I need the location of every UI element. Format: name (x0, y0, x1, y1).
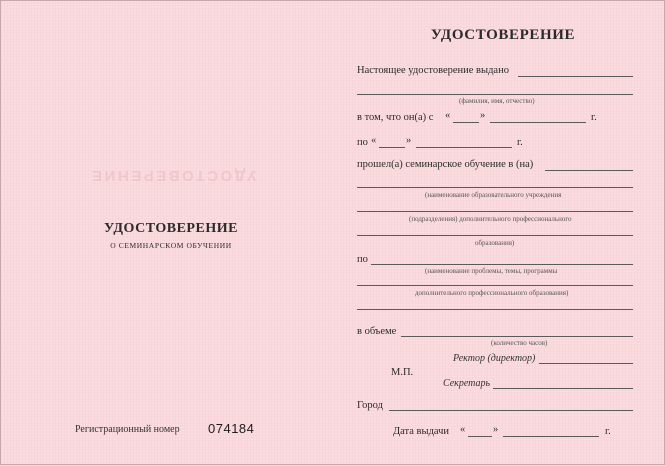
fio-line (357, 94, 633, 95)
to-month-line (416, 147, 512, 148)
program-line-2 (357, 309, 633, 310)
secretary-label: Секретарь (443, 378, 491, 389)
to-quote-close: » (406, 135, 412, 146)
issue-quote-open: « (460, 424, 466, 435)
issue-year-mark: г. (605, 426, 611, 437)
education-line (357, 235, 633, 236)
from-quote-close: » (480, 110, 486, 121)
rector-line (539, 363, 633, 364)
right-page (333, 1, 665, 466)
hint-education: образования) (475, 239, 515, 247)
institution-line (357, 187, 633, 188)
from-quote-open: « (445, 110, 451, 121)
from-label: в том, что он(а) с (357, 112, 434, 123)
hint-division: (подразделения) дополнительного профессионального (409, 215, 572, 223)
issue-quote-close: » (493, 424, 499, 435)
volume-label: в объеме (357, 326, 397, 337)
to-year-mark: г. (517, 137, 523, 148)
issue-date-label: Дата выдачи (393, 426, 450, 437)
stamp-mark: М.П. (391, 367, 414, 378)
from-month-line (490, 122, 586, 123)
ghost-watermark-text: УДОСТОВЕРЕНИЕ (89, 167, 257, 184)
program-line (357, 285, 633, 286)
secretary-line (493, 388, 633, 389)
to-label: по (357, 137, 368, 148)
rector-label: Ректор (директор) (453, 353, 536, 364)
issue-month-line (503, 436, 599, 437)
cover-subtitle: О СЕМИНАРСКОМ ОБУЧЕНИИ (110, 241, 232, 250)
issue-day-line (468, 436, 492, 437)
to-quote-open: « (371, 135, 377, 146)
issued-to-label: Настоящее удостоверение выдано (357, 65, 509, 76)
left-page (1, 1, 333, 466)
city-line (389, 410, 633, 411)
hint-hours: (количество часов) (491, 339, 548, 347)
hint-institution: (наименование образовательного учреждения (425, 191, 562, 199)
page-title: УДОСТОВЕРЕНИЕ (430, 27, 576, 43)
cover-title: УДОСТОВЕРЕНИЕ (104, 221, 238, 236)
registration-label: Регистрационный номер (75, 424, 180, 435)
registration-number: 074184 (208, 421, 255, 436)
hint-fio: (фамилия, имя, отчество) (459, 97, 535, 105)
to-day-line (379, 147, 405, 148)
hint-additional: дополнительного профессионального образования) (415, 289, 569, 297)
hint-problem: (наименование проблемы, темы, программы (425, 267, 558, 275)
from-year-mark: г. (591, 112, 597, 123)
issued-to-line (518, 76, 633, 77)
city-label: Город (357, 400, 383, 411)
division-line (357, 211, 633, 212)
topic-label: по (357, 254, 368, 265)
completed-line (545, 170, 633, 171)
volume-line (401, 336, 633, 337)
completed-label: прошел(а) семинарское обучение в (на) (357, 159, 534, 170)
from-day-line (453, 122, 479, 123)
topic-line (371, 264, 633, 265)
